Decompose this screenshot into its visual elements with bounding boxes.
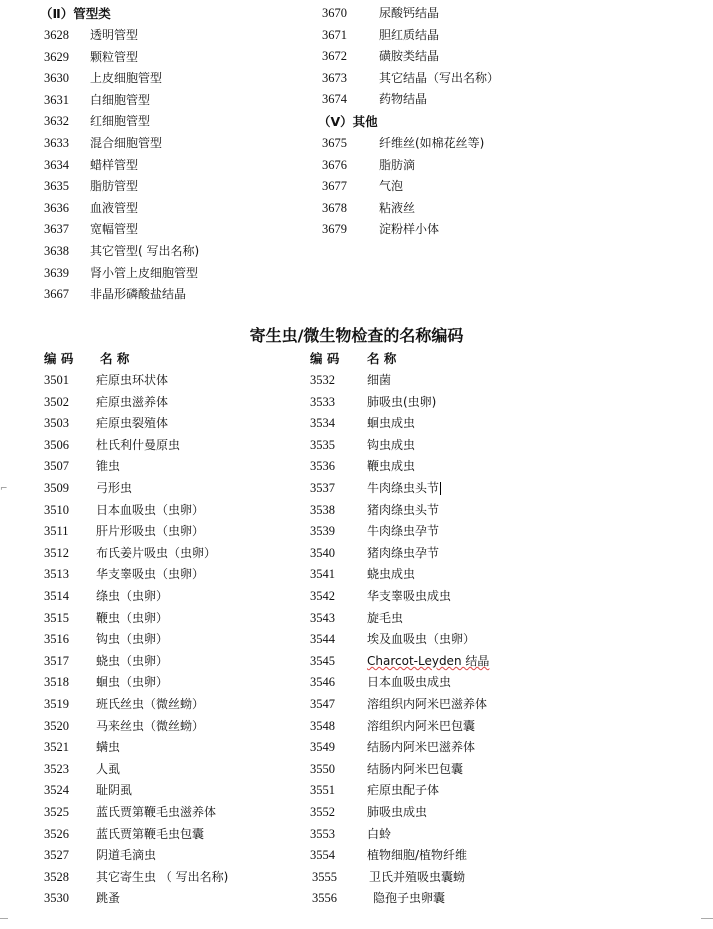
- item-code: 3545: [310, 653, 335, 668]
- item-code: 3514: [44, 589, 69, 603]
- section-heading-other: （Ⅴ）其他: [318, 114, 378, 129]
- item-name: 肺吸虫(虫卵): [367, 394, 437, 409]
- item-code: 3518: [44, 675, 69, 690]
- item-name: 结肠内阿米巴包囊: [367, 761, 464, 776]
- item-code: 3507: [44, 459, 69, 474]
- item-code: 3532: [310, 373, 335, 387]
- margin-marker: ⌐: [0, 484, 8, 494]
- item-code: 3636: [44, 200, 69, 215]
- item-code: 3637: [44, 222, 69, 237]
- item-code: 3512: [44, 545, 69, 560]
- item-code: 3673: [322, 70, 347, 85]
- item-name: 疟原虫裂殖体: [96, 416, 169, 431]
- item-name: 结肠内阿米巴滋养体: [367, 740, 476, 755]
- item-name: 弓形虫: [96, 481, 133, 495]
- item-code: 3675: [322, 136, 347, 150]
- item-code: 3538: [310, 502, 335, 517]
- item-code: 3632: [44, 114, 69, 129]
- item-name: 肾小管上皮细胞管型: [90, 265, 199, 280]
- item-code: 3670: [322, 6, 347, 20]
- item-name: 跳蚤: [96, 891, 121, 906]
- item-name: 旋毛虫: [367, 610, 404, 625]
- section-heading-casts: （Ⅱ）管型类: [40, 6, 111, 21]
- item-name: 阴道毛滴虫: [96, 848, 157, 863]
- item-code: 3556: [312, 891, 337, 906]
- item-code: 3539: [310, 524, 335, 539]
- item-name: 上皮细胞管型: [90, 71, 163, 86]
- item-name: 透明管型: [90, 28, 139, 42]
- item-name: 钩虫成虫: [367, 437, 416, 452]
- item-code: 3530: [44, 891, 69, 906]
- item-code: 3543: [310, 610, 335, 625]
- page-corner-mark: [701, 918, 713, 929]
- item-code: 3629: [44, 49, 69, 64]
- item-code: 3544: [310, 632, 335, 647]
- item-name: 疟原虫配子体: [367, 783, 440, 798]
- item-name: 细菌: [367, 373, 392, 387]
- item-name: 其它管型( 写出名称): [90, 244, 200, 258]
- item-code: 3502: [44, 394, 69, 409]
- item-name: 蛲虫（虫卵）: [96, 653, 169, 668]
- item-name: 绦虫（虫卵）: [96, 589, 169, 603]
- item-name: 人虱: [96, 761, 121, 776]
- item-name: 气泡: [379, 179, 404, 194]
- text-cursor: [440, 482, 441, 495]
- item-code: 3548: [310, 718, 335, 733]
- item-code: 3674: [322, 92, 347, 107]
- item-name: 日本血吸虫成虫: [367, 675, 452, 690]
- item-name: 其它结晶（写出名称）: [379, 70, 500, 85]
- item-name: 马来丝虫（微丝蚴）: [96, 718, 205, 733]
- item-name: 华支睾吸虫成虫: [367, 589, 452, 603]
- item-code: 3525: [44, 805, 69, 819]
- item-name: 蛔虫（虫卵）: [96, 675, 169, 690]
- item-code: 3510: [44, 502, 69, 517]
- item-code: 3536: [310, 459, 335, 474]
- item-name: 其它寄生虫 （ 写出名称): [96, 869, 229, 884]
- item-code: 3537: [310, 481, 335, 495]
- item-name: 钩虫（虫卵）: [96, 632, 169, 647]
- column-header-name: 名 称: [367, 351, 397, 366]
- item-code: 3535: [310, 437, 335, 452]
- item-code: 3676: [322, 157, 347, 172]
- item-name: 杜氏利什曼原虫: [96, 437, 181, 452]
- item-name: 溶组织内阿米巴包囊: [367, 718, 476, 733]
- item-code: 3509: [44, 481, 69, 495]
- item-code: 3552: [310, 805, 335, 819]
- item-name: 淀粉样小体: [379, 222, 440, 237]
- item-name: 肺吸虫成虫: [367, 805, 428, 819]
- item-name: 胆红质结晶: [379, 27, 440, 42]
- item-name: 药物结晶: [379, 92, 428, 107]
- item-name: 尿酸钙结晶: [379, 6, 440, 20]
- item-code: 3541: [310, 567, 335, 582]
- item-code: 3631: [44, 92, 69, 107]
- item-name: Charcot-Leyden 结晶: [367, 653, 490, 668]
- column-header-name: 名 称: [100, 351, 130, 366]
- item-code: 3542: [310, 589, 335, 603]
- item-name: 蛲虫成虫: [367, 567, 416, 582]
- item-code: 3547: [310, 697, 335, 711]
- item-code: 3517: [44, 653, 69, 668]
- item-name: 磺胺类结晶: [379, 49, 440, 64]
- item-name: 粘液丝: [379, 200, 416, 215]
- item-name: 脂肪滴: [379, 157, 416, 172]
- item-code: 3671: [322, 27, 347, 42]
- item-code: 3534: [310, 416, 335, 431]
- item-name: 红细胞管型: [90, 114, 151, 129]
- item-name: 植物细胞/植物纤维: [367, 848, 468, 863]
- item-code: 3634: [44, 157, 69, 172]
- item-name: 宽幅管型: [90, 222, 139, 237]
- item-name: 螨虫: [96, 740, 121, 755]
- item-name: 肝片形吸虫（虫卵）: [96, 524, 205, 539]
- column-header-code: 编 码: [310, 351, 340, 366]
- item-code: 3526: [44, 826, 69, 841]
- item-name: 班氏丝虫（微丝蚴）: [96, 697, 205, 711]
- item-code: 3633: [44, 136, 69, 150]
- item-code: 3511: [44, 524, 69, 539]
- item-code: 3506: [44, 437, 69, 452]
- item-name: 日本血吸虫（虫卵）: [96, 502, 205, 517]
- item-name: 鞭虫（虫卵）: [96, 610, 169, 625]
- item-name: 猪肉绦虫头节: [367, 502, 440, 517]
- item-code: 3667: [44, 287, 69, 302]
- item-name: 脂肪管型: [90, 179, 139, 194]
- item-code: 3672: [322, 49, 347, 64]
- item-code: 3639: [44, 265, 69, 280]
- column-header-code: 编 码: [44, 351, 74, 366]
- item-name: 埃及血吸虫（虫卵）: [367, 632, 476, 647]
- item-code: 3528: [44, 869, 69, 884]
- item-code: 3520: [44, 718, 69, 733]
- item-code: 3503: [44, 416, 69, 431]
- page-corner-mark: [0, 918, 8, 929]
- item-code: 3513: [44, 567, 69, 582]
- item-code: 3533: [310, 394, 335, 409]
- item-name: 卫氏并殖吸虫囊蚴: [369, 869, 466, 884]
- item-name: 血液管型: [90, 200, 139, 215]
- item-code: 3546: [310, 675, 335, 690]
- item-name: 锥虫: [96, 459, 121, 474]
- item-name: 非晶形磷酸盐结晶: [90, 287, 187, 302]
- item-name: 疟原虫滋养体: [96, 394, 169, 409]
- item-code: 3515: [44, 610, 69, 625]
- item-code: 3549: [310, 740, 335, 755]
- item-name: 白细胞管型: [90, 92, 151, 107]
- item-name: 鞭虫成虫: [367, 459, 416, 474]
- item-name: 纤维丝(如棉花丝等): [379, 136, 485, 150]
- item-code: 3523: [44, 761, 69, 776]
- item-code: 3551: [310, 783, 335, 798]
- item-code: 3553: [310, 826, 335, 841]
- item-code: 3501: [44, 373, 69, 387]
- item-name: 耻阴虱: [96, 783, 133, 798]
- item-name: 疟原虫环状体: [96, 373, 169, 387]
- item-code: 3521: [44, 740, 69, 755]
- item-name: 华支睾吸虫（虫卵）: [96, 567, 205, 582]
- item-name: 蜡样管型: [90, 157, 139, 172]
- item-name: 白蛉: [367, 826, 392, 841]
- item-code: 3678: [322, 200, 347, 215]
- item-code: 3630: [44, 71, 69, 86]
- item-name: 牛肉绦虫孕节: [367, 524, 440, 539]
- item-code: 3679: [322, 222, 347, 237]
- item-code: 3635: [44, 179, 69, 194]
- item-code: 3638: [44, 244, 69, 258]
- item-name: 溶组织内阿米巴滋养体: [367, 697, 488, 711]
- item-code: 3554: [310, 848, 335, 863]
- item-code: 3677: [322, 179, 347, 194]
- item-name: 隐孢子虫卵囊: [373, 891, 446, 906]
- item-name: 蛔虫成虫: [367, 416, 416, 431]
- item-name: 布氏姜片吸虫（虫卵）: [96, 545, 217, 560]
- item-name: 蓝氏贾第鞭毛虫滋养体: [96, 805, 217, 819]
- item-code: 3628: [44, 28, 69, 42]
- item-code: 3516: [44, 632, 69, 647]
- item-name: 混合细胞管型: [90, 136, 163, 150]
- section-title-parasites: 寄生虫/微生物检查的名称编码: [249, 326, 464, 345]
- item-code: 3524: [44, 783, 69, 798]
- item-code: 3555: [312, 869, 337, 884]
- item-code: 3519: [44, 697, 69, 711]
- item-name: 猪肉绦虫孕节: [367, 545, 440, 560]
- item-name: 蓝氏贾第鞭毛虫包囊: [96, 826, 205, 841]
- item-name: 牛肉绦虫头节: [367, 481, 440, 495]
- item-code: 3550: [310, 761, 335, 776]
- item-name: 颗粒管型: [90, 49, 139, 64]
- item-code: 3527: [44, 848, 69, 863]
- item-code: 3540: [310, 545, 335, 560]
